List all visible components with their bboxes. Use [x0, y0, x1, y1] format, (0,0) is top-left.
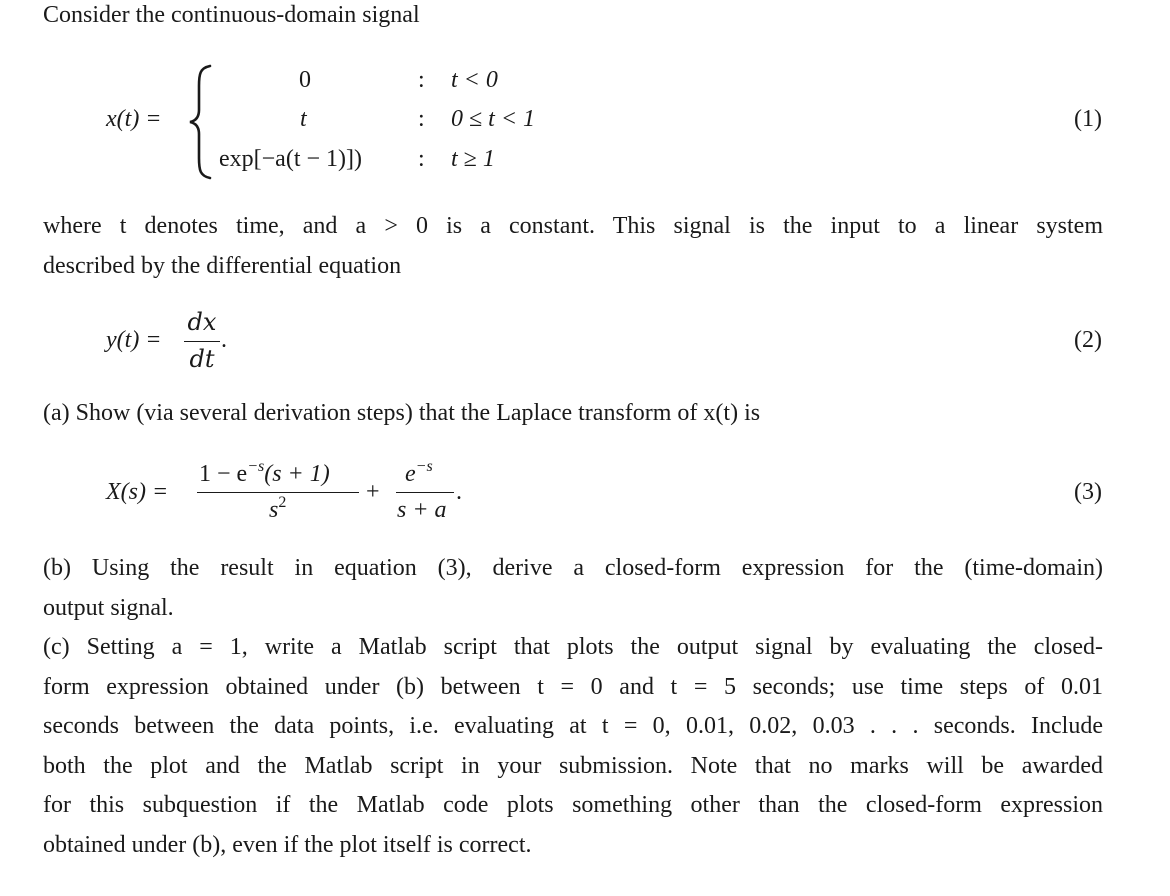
eq1-case1-value: 0 [299, 67, 311, 93]
eq1-case3-cond: t ≥ 1 [451, 146, 495, 172]
paragraph-system-line1: where t denotes time, and a > 0 is a constant. This signal is the input to a linear system [43, 213, 1103, 239]
eq1-case2-sep: : [418, 106, 425, 132]
eq1-lhs: x(t) = [106, 106, 162, 132]
eq3-plus: + [366, 479, 380, 505]
part-b-text [43, 549, 1103, 628]
part-c-line4: both the plot and the Matlab script in your submission. Note that no marks will be awarded [43, 752, 1103, 779]
eq1-case2-cond: 0 ≤ t < 1 [451, 106, 536, 132]
intro-text: Consider the continuous-domain signal [43, 2, 420, 28]
eq3-num2-base: e [405, 461, 416, 487]
paragraph-system-line2: described by the differential equation [43, 252, 402, 279]
eq1-case3-value: exp[−a(t − 1)]) [219, 146, 363, 172]
part-c-text [43, 628, 1103, 865]
part-b-line1: (b) Using the result in equation (3), derive a closed-form expression for the (time-domain) [43, 555, 1103, 581]
part-c-line2: form expression obtained under (b) between t = 0 and t = 5 seconds; use time steps of 0.01 [43, 673, 1103, 700]
eq1-case1-sep: : [418, 67, 425, 93]
eq2-fraction-bar [184, 341, 220, 342]
eq2-numerator: dx [187, 308, 217, 336]
eq3-numerator-1 [199, 458, 330, 488]
eq1-case3-sep: : [418, 146, 425, 172]
eq3-denominator-2: s + a [397, 497, 447, 523]
eq2-period: . [221, 327, 227, 353]
eq3-num2-exponent: −s [415, 458, 433, 475]
eq3-period: . [456, 479, 462, 505]
eq3-num1-base: 1 − e [199, 461, 248, 487]
part-c-line3: seconds between the data points, i.e. evaluating at t = 0, 0.01, 0.02, 0.03 . . . seconds. Include [43, 713, 1103, 739]
eq3-num1-exponent: −s [247, 458, 265, 475]
eq3-denominator-1 [269, 494, 287, 524]
eq1-case1-cond: t < 0 [451, 67, 498, 93]
eq3-fraction-bar-2 [396, 492, 454, 493]
eq3-num1-tail: (s + 1) [264, 461, 330, 487]
part-c-line6: obtained under (b), even if the plot itself is correct. [43, 831, 532, 858]
part-c-line1: (c) Setting a = 1, write a Matlab script that plots the output signal by evaluating the closed- [43, 634, 1103, 660]
eq3-number: (3) [1074, 479, 1102, 505]
eq2-lhs: y(t) = [106, 327, 162, 353]
eq2-number: (2) [1074, 327, 1102, 353]
eq3-den1-base: s [269, 497, 279, 523]
eq3-den1-exponent: 2 [278, 494, 287, 511]
part-b-line2: output signal. [43, 594, 174, 621]
part-c-line5: for this subquestion if the Matlab code plots something other than the closed-form expression [43, 792, 1103, 818]
eq3-numerator-2 [405, 458, 433, 488]
eq3-lhs: X(s) = [106, 479, 169, 505]
part-a-text: (a) Show (via several derivation steps) that the Laplace transform of x(t) is [43, 400, 761, 426]
eq1-brace [188, 64, 214, 180]
eq1-case2-value: t [300, 106, 307, 132]
eq2-denominator: dt [189, 345, 215, 373]
eq1-number: (1) [1074, 106, 1102, 132]
paragraph-system [43, 207, 1103, 286]
